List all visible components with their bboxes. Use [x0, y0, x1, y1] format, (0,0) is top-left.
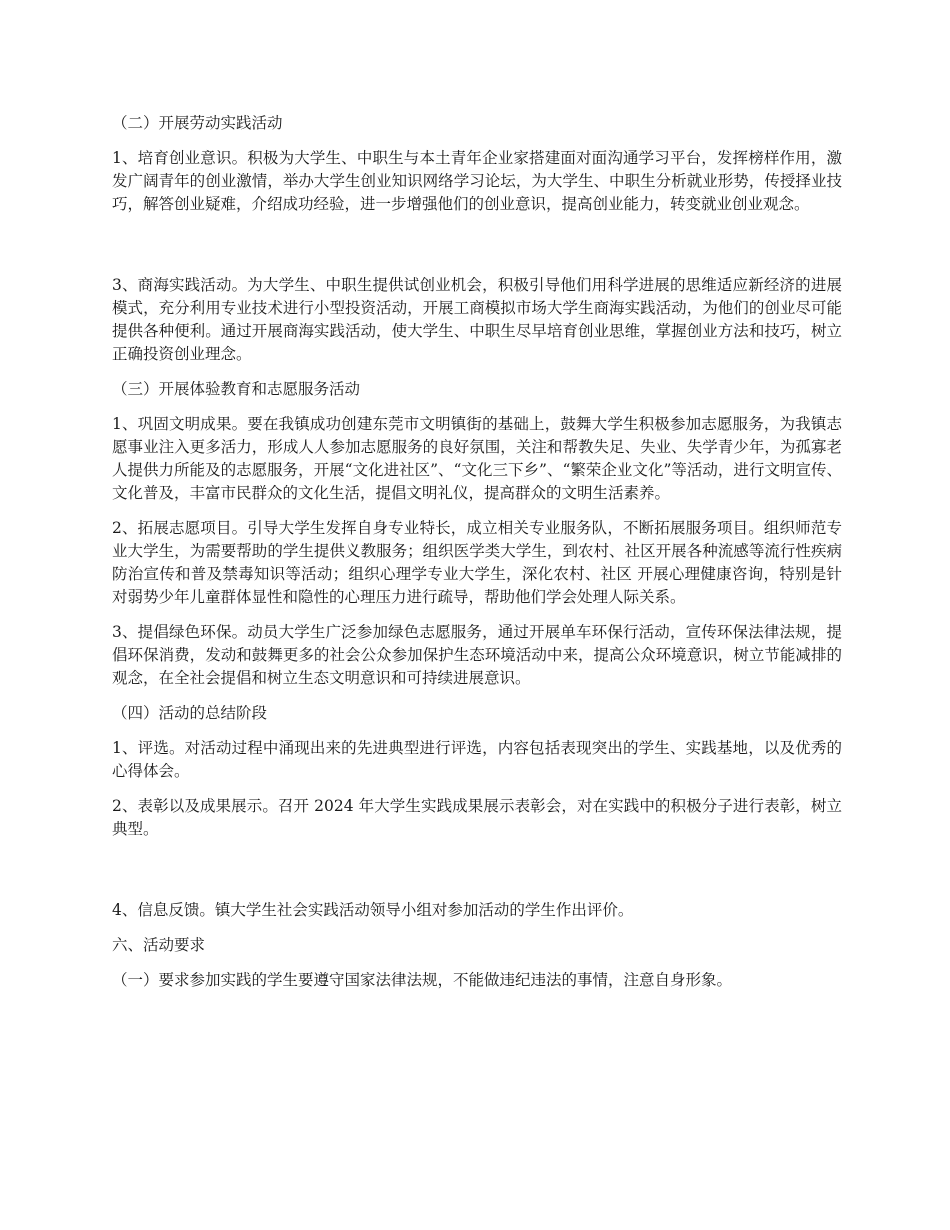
section-heading: （二）开展劳动实践活动: [112, 114, 283, 132]
document-body: [112, 112, 842, 1004]
section-heading: （四）活动的总结阶段: [112, 704, 268, 722]
paragraph: 3、商海实践活动。为大学生、中职生提供试创业机会，积极引导他们用科学进展的思维适应新经济的进展模式，充分利用专业技术进行小型投资活动，开展工商模拟市场大学生商海实践活动，为他们的创业尽可能提供各种便利。通过开展商海实践活动，使大学生、中职生尽早培育创业思维，掌握创业方法和技巧，树立正确投资创业理念。: [112, 276, 842, 363]
paragraph: 1、培育创业意识。积极为大学生、中职生与本土青年企业家搭建面对面沟通学习平台，发挥榜样作用，激发广阔青年的创业激情，举办大学生创业知识网络学习论坛，为大学生、中职生分析就业形势，传授择业技巧，解答创业疑难，介绍成功经验，进一步增强他们的创业意识，提高创业能力，转变就业创业观念。: [112, 149, 842, 213]
paragraph: 4、信息反馈。镇大学生社会实践活动领导小组对参加活动的学生作出评价。: [112, 901, 634, 919]
blank-gap: [112, 228, 842, 274]
paragraph: 2、拓展志愿项目。引导大学生发挥自身专业特长，成立相关专业服务队，不断拓展服务项目。组织师范专业大学生，为需要帮助的学生提供义教服务；组织医学类大学生，到农村、社区开展各种流感等流行性疾病防治宣传和普及禁毒知识等活动；组织心理学专业大学生，深化农村、社区 开展心理健康咨询，特别是针对弱势少年儿童群体显性和隐性的心理压力进行疏导，帮助他们学会处理人际关系。: [112, 519, 842, 606]
blank-gap: [112, 853, 842, 899]
paragraph: 1、巩固文明成果。要在我镇成功创建东莞市文明镇街的基础上，鼓舞大学生积极参加志愿服务，为我镇志愿事业注入更多活力，形成人人参加志愿服务的良好氛围，关注和帮教失足、失业、失学青少年，为孤寡老人提供力所能及的志愿服务，开展“文化进社区”、“文化三下乡”、“繁荣企业文化”等活动，进行文明宣传、文化普及，丰富市民群众的文化生活，提倡文明礼仪，提高群众的文明生活素养。: [112, 415, 842, 502]
paragraph: 3、提倡绿色环保。动员大学生广泛参加绿色志愿服务，通过开展单车环保行活动，宣传环保法律法规，提倡环保消费，发动和鼓舞更多的社会公众参加保护生态环境活动中来，提高公众环境意识，树立节能减排的观念，在全社会提倡和树立生态文明意识和可持续进展意识。: [112, 623, 842, 687]
section-heading: （三）开展体验教育和志愿服务活动: [112, 380, 361, 398]
paragraph: （一）要求参加实践的学生要遵守国家法律法规，不能做违纪违法的事情，注意自身形象。: [112, 971, 733, 989]
section-heading: 六、活动要求: [112, 936, 206, 954]
paragraph: 2、表彰以及成果展示。召开 2024 年大学生实践成果展示表彰会，对在实践中的积极分子进行表彰，树立典型。: [112, 797, 842, 838]
paragraph: 1、评选。对活动过程中涌现出来的先进典型进行评选，内容包括表现突出的学生、实践基地，以及优秀的心得体会。: [112, 739, 842, 780]
